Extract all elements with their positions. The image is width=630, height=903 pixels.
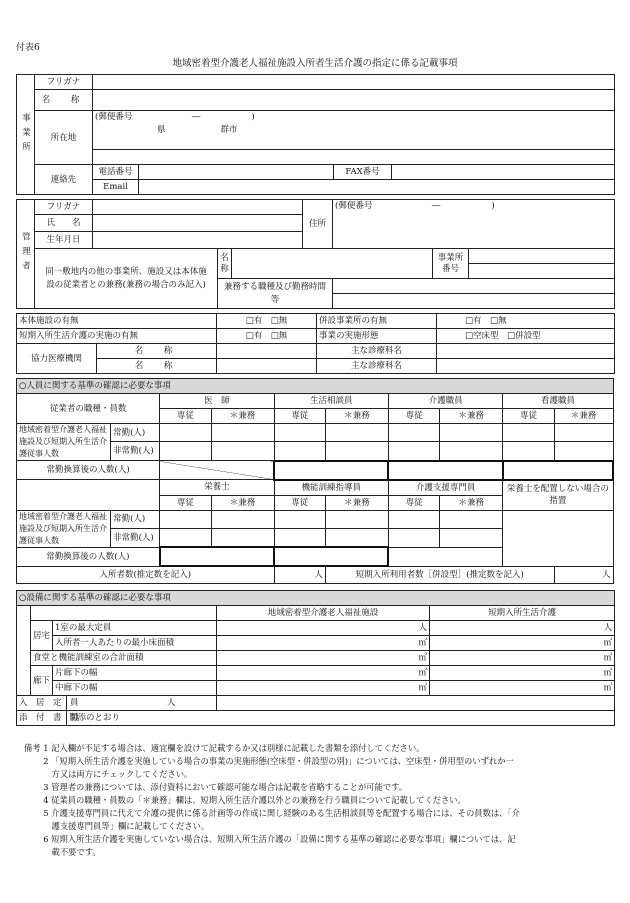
job-trainer: 機能訓練指導員 — [274, 480, 388, 496]
admin-birth-field[interactable] — [93, 232, 303, 249]
fax-field[interactable] — [392, 165, 615, 180]
kenmu-1: ＊兼務 — [211, 409, 274, 424]
living-label: 居宅 — [31, 621, 53, 651]
email-field[interactable] — [139, 180, 615, 195]
no-nutr-label: 栄養士を配置しない場合の措置 — [503, 480, 613, 511]
office-table — [16, 74, 615, 195]
office-no-label: 事業所番号 — [433, 249, 469, 279]
full-label-1: 常勤(人) — [111, 424, 160, 442]
role-field-2[interactable] — [333, 294, 615, 309]
kenmu-2: ＊兼務 — [325, 409, 388, 424]
form-label: 事業の実施形態 — [317, 329, 437, 344]
admin-name-label: 氏 名 — [35, 215, 93, 232]
fte-caremanager[interactable] — [388, 547, 502, 566]
job-nutritionist: 栄養士 — [160, 480, 274, 496]
capacity-field[interactable]: 人 — [67, 696, 217, 711]
tel-field[interactable] — [139, 165, 334, 180]
single-corridor-label: 片廊下の幅 — [53, 666, 217, 681]
facility-table — [16, 313, 615, 374]
kenmu-4: ＊兼務 — [554, 409, 613, 424]
equip-section: ○設備に関する基準の確認に必要な事項 — [17, 591, 615, 606]
form-check[interactable]: □空床型 □併設型 — [437, 329, 615, 344]
office-address-extra[interactable] — [93, 150, 615, 165]
dept-label-2: 主な診療科名 — [317, 359, 437, 374]
short-users-label: 短期入所利用者数［併設型］(推定数を記入) — [325, 566, 554, 584]
admin-postal: (郵便番号 ― ) — [335, 201, 495, 211]
middle-corridor-label: 中廊下の幅 — [53, 681, 217, 696]
capacity-label: 入 居 定 員 — [17, 696, 67, 711]
attach-field[interactable]: 別添のとおり — [67, 711, 615, 726]
staff-section: ○人員に関する基準の確認に必要な事項 — [17, 379, 614, 394]
fte-counselor[interactable] — [274, 461, 388, 480]
coop-name-label: 名 称 — [97, 344, 217, 359]
full-label-2: 常勤(人) — [111, 510, 160, 528]
fte-care[interactable] — [388, 461, 502, 480]
fte-doctor-na — [160, 461, 274, 480]
senju-7: 専従 — [388, 495, 439, 510]
part-label-2: 非常勤(人) — [111, 528, 160, 547]
admin-birth-label: 生年月日 — [35, 232, 93, 249]
combined-label: 併設事業所の有無 — [317, 314, 437, 329]
office-postal: (郵便番号 ― ) — [95, 112, 255, 122]
fax-label: FAX番号 — [334, 165, 392, 180]
senju-1: 専従 — [160, 409, 211, 424]
equipment-table — [16, 590, 615, 726]
page-title: 地域密着型介護老人福祉施設入所者生活介護の指定に係る記載事項 — [172, 58, 458, 69]
dept-label: 主な診療科名 — [317, 344, 437, 359]
group-label-2: 地域密着型介護老人福祉施設及び短期入所生活介護従事人数 — [17, 510, 111, 547]
equip-col2: 短期入所生活介護 — [430, 606, 615, 621]
group-label-1: 地域密着型介護老人福祉施設及び短期入所生活介護従事人数 — [17, 424, 111, 461]
note-line: 5 介護支援専門員に代えて介護の提供に係る計画等の作成に関し経験のある生活相談員等を配置する場合には、その員数は、「介 — [24, 808, 520, 818]
admin-address-label: 住所 — [303, 200, 333, 249]
residents-unit[interactable]: 人 — [274, 566, 325, 584]
office-section: 事業所 — [17, 75, 35, 195]
job-care: 介護職員 — [388, 394, 502, 409]
admin-furigana-field[interactable] — [93, 200, 303, 215]
office-pref: 県 — [157, 125, 166, 135]
senju-2: 専従 — [274, 409, 325, 424]
fte-trainer[interactable] — [274, 547, 388, 566]
note-line: 2 「短期入所生活介護を実施している場合の事業の実施形態(空床型・併設型の別)」については、空床型・併用型のいずれか一 — [24, 756, 514, 766]
admin-section: 管理者 — [17, 200, 35, 309]
note-line: 備考 1 記入欄が不足する場合は、適宜欄を設けて記載するか又は別様に記載した書類を添付してください。 — [24, 743, 425, 753]
senju-4: 専従 — [503, 409, 554, 424]
max-room-col1[interactable]: 人 — [217, 621, 430, 636]
role-field[interactable] — [333, 279, 615, 294]
note-line: 6 短期入所生活介護を実施していない場合は、短期入所生活介護の「設備に関する基準の確認に必要な事項」欄については、記 — [24, 834, 516, 844]
office-address-label: 所在地 — [35, 111, 93, 165]
combined-check[interactable]: □有 □無 — [437, 314, 615, 329]
note-line: 載不要です。 — [24, 847, 101, 857]
conc-name-label: 名称 — [218, 249, 232, 279]
dept-field-2[interactable] — [437, 359, 615, 374]
kind-count-label: 従業者の職種・員数 — [17, 394, 160, 424]
note-line: 4 従業員の職種・員数の「＊兼務」欄は、短期入所生活介護以外との兼務を行う職員について記載してください。 — [24, 795, 466, 805]
kenmu-6: ＊兼務 — [325, 495, 388, 510]
concurrent-label: 同一敷地内の他の事業所、施設又は本体施設の従業者との兼務(兼務の場合のみ記入) — [35, 249, 218, 309]
senju-3: 専従 — [388, 409, 439, 424]
office-furigana-field[interactable] — [93, 75, 615, 90]
coop-name-field-2[interactable] — [217, 359, 317, 374]
fte-label-2: 常勤換算後の人数(人) — [17, 547, 160, 566]
kenmu-5: ＊兼務 — [211, 495, 274, 510]
attach-label: 添 付 書 類 — [17, 711, 67, 726]
middle-col1[interactable]: ㎡ — [217, 681, 430, 696]
office-no-field-2[interactable] — [469, 264, 615, 279]
job-nurse: 看護職員 — [503, 394, 613, 409]
role-label: 兼務する職種及び勤務時間等 — [218, 279, 333, 309]
admin-name-field[interactable] — [93, 215, 303, 232]
middle-col2[interactable]: ㎡ — [430, 681, 615, 696]
main-facility-label: 本体施設の有無 — [17, 314, 217, 329]
staff-table — [16, 378, 614, 584]
no-nutr-field[interactable] — [503, 510, 613, 566]
office-city: 群市 — [220, 125, 238, 135]
fte-label-1: 常勤換算後の人数(人) — [17, 461, 160, 480]
job-caremanager: 介護支援専門員 — [388, 480, 502, 496]
main-facility-check[interactable]: □有 □無 — [217, 314, 317, 329]
short-users-unit[interactable]: 人 — [554, 566, 613, 584]
office-furigana-label: フリガナ — [35, 75, 93, 90]
office-address-field[interactable] — [93, 111, 615, 150]
single-col1[interactable]: ㎡ — [217, 666, 430, 681]
dining-col1[interactable]: ㎡ — [217, 651, 430, 666]
note-line: 護支援専門員等」欄に記載してください。 — [24, 821, 210, 831]
dept-field[interactable] — [437, 344, 615, 359]
note-line: 方又は両方にチェックしてください。 — [24, 769, 193, 779]
equip-col1: 地域密着型介護老人福祉施設 — [217, 606, 430, 621]
senju-6: 専従 — [274, 495, 325, 510]
max-room-col2[interactable]: 人 — [430, 621, 615, 636]
dining-label: 食堂と機能訓練室の合計面積 — [31, 651, 217, 666]
part-label-1: 非常勤(人) — [111, 442, 160, 461]
admin-furigana-label: フリガナ — [35, 200, 93, 215]
email-label: Email — [93, 180, 139, 195]
office-name-field[interactable] — [93, 90, 615, 111]
conc-name-field[interactable] — [232, 249, 433, 279]
office-contact-label: 連絡先 — [35, 165, 93, 195]
max-room-label: 1室の最大定員 — [53, 621, 217, 636]
fte-nurse[interactable] — [503, 461, 613, 480]
admin-table — [16, 199, 615, 309]
residents-label: 入所者数(推定数を記入) — [17, 566, 275, 584]
fte-nutritionist[interactable] — [160, 547, 274, 566]
admin-address-field[interactable] — [333, 200, 615, 249]
dining-col2[interactable]: ㎡ — [430, 651, 615, 666]
office-name-label: 名 称 — [35, 90, 93, 111]
short-stay-label: 短期入所生活介護の実施の有無 — [17, 329, 217, 344]
appendix-label: 付表6 — [16, 43, 40, 53]
kenmu-3: ＊兼務 — [440, 409, 503, 424]
office-no-field[interactable] — [469, 249, 615, 264]
senju-5: 専従 — [160, 495, 211, 510]
min-area-label: 入所者一人あたりの最小床面積 — [53, 636, 217, 651]
job-doctor: 医 師 — [160, 394, 274, 409]
corridor-label: 廊下 — [31, 666, 53, 696]
min-area-col2[interactable]: ㎡ — [430, 636, 615, 651]
coop-name-label-2: 名 称 — [97, 359, 217, 374]
kenmu-7: ＊兼務 — [440, 495, 503, 510]
coop-name-field[interactable] — [217, 344, 317, 359]
single-col2[interactable]: ㎡ — [430, 666, 615, 681]
short-stay-check[interactable]: □有 □無 — [217, 329, 317, 344]
coop-label: 協力医療機関 — [17, 344, 97, 374]
notes — [24, 742, 616, 859]
tel-label: 電話番号 — [93, 165, 139, 180]
job-counselor: 生活相談員 — [274, 394, 388, 409]
min-area-col1[interactable]: ㎡ — [217, 636, 430, 651]
note-line: 3 管理者の兼務については、添付資料において確認可能な場合は記載を省略することが可能です。 — [24, 782, 408, 792]
